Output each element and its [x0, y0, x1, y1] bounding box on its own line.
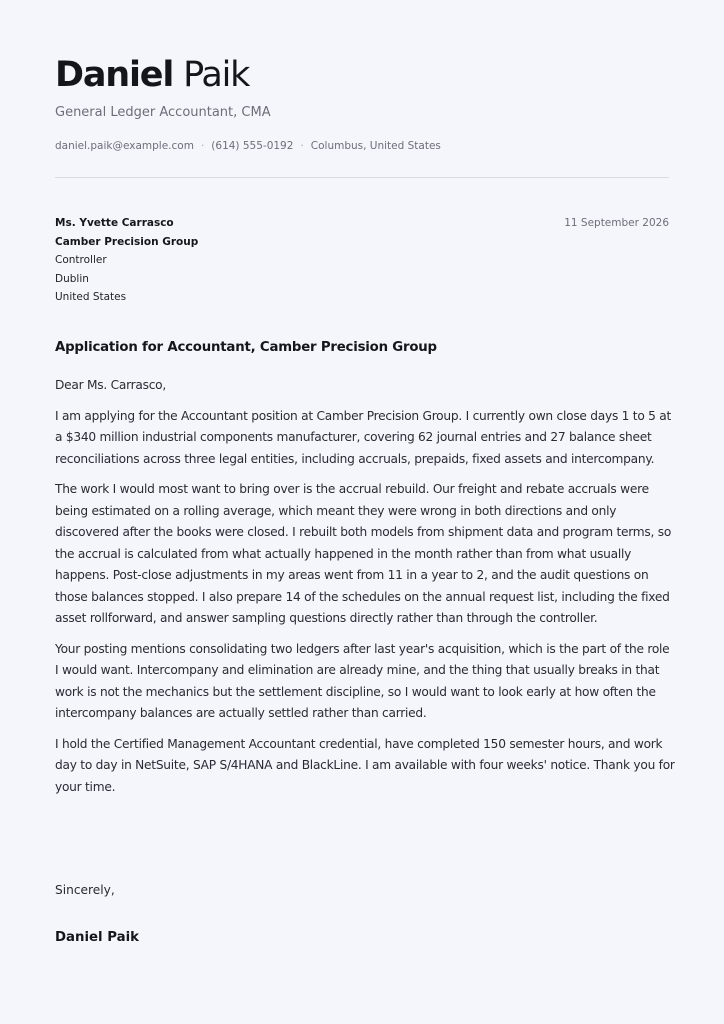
recipient-company: Camber Precision Group: [55, 235, 199, 248]
salutation: Dear Ms. Carrasco,: [55, 378, 166, 392]
email-text: daniel.paik@example.com: [55, 140, 194, 152]
header-divider: [55, 177, 669, 178]
recipient-city: Dublin: [55, 272, 89, 285]
applicant-name: [55, 53, 249, 97]
letter-body: [55, 375, 675, 807]
paragraph: I hold the Certified Management Accountant credential, have completed 150 semester hours, and work day to day in NetSuite, SAP S/4HANA and BlackLine. I am available with four weeks' notice. Thank you for your time.: [55, 736, 675, 794]
phone-text: (614) 555-0192: [211, 140, 294, 152]
paragraph: Your posting mentions consolidating two ledgers after last year's acquisition, which is the part of the role I would want. Intercompany and elimination are already mine, and the thing that usually breaks in that work is not the mechanics but the settlement discipline, so I would want to look early at how often the intercompany balances are actually settled rather than carried.: [55, 641, 670, 720]
recipient-block: [55, 214, 198, 307]
paragraph: The work I would most want to bring over is the accrual rebuild. Our freight and rebate accruals were being estimated on a rolling average, which meant they were wrong in both directions and only discovered after the books were closed. I rebuilt both models from shipment data and program terms, so the accrual is calculated from what actually happened in the month rather than from what usually happens. Post-close adjustments in my areas went from 11 in a year to 2, and the audit questions on those balances stopped. I also prepare 14 of the schedules on the annual request list, including the fixed asset rollforward, and answer sampling questions directly rather than through the controller.: [55, 482, 672, 625]
contact-separator: ·: [200, 140, 205, 152]
letter-subject: Application for Accountant, Camber Precision Group: [55, 340, 437, 355]
location-text: Columbus, United States: [310, 140, 441, 152]
last-name: Paik: [183, 55, 250, 95]
applicant-title: General Ledger Accountant, CMA: [55, 105, 271, 120]
recipient-role: Controller: [55, 254, 107, 266]
paragraph: I am applying for the Accountant position at Camber Precision Group. I currently own close days 1 to 5 at a $340 million industrial components manufacturer, covering 62 journal entries and 27 balance sheet reconciliations across three legal entities, including accruals, prepaids, fixed assets and intercompany.: [55, 408, 672, 466]
contact-separator: ·: [300, 140, 304, 152]
recipient-country: United States: [55, 291, 127, 303]
letter-date: 11 September 2026: [564, 217, 669, 229]
recipient-name: Ms. Yvette Carrasco: [55, 217, 174, 229]
closing: Sincerely,: [55, 883, 115, 897]
contact-line: [55, 138, 441, 154]
signature: Daniel Paik: [55, 930, 140, 945]
first-name: Daniel: [55, 55, 174, 95]
